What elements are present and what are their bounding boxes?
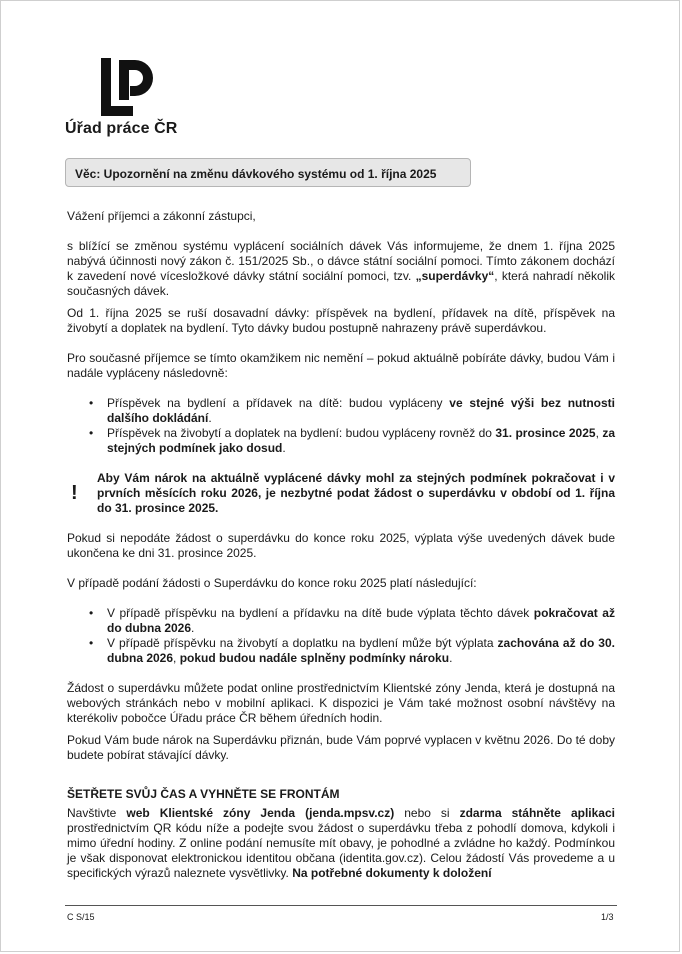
- bullet: •: [89, 606, 94, 620]
- list-item: • V případě příspěvku na živobytí a doplatku na bydlení může být výplata zachována až do 30. dubna 2026, pokud budou nadále splněny podmínky nároku.: [89, 636, 615, 665]
- organization-name: Úřad práce ČR: [65, 120, 178, 137]
- subject-box: [65, 158, 471, 187]
- bullet: •: [89, 396, 94, 410]
- greeting: Vážení příjemci a zákonní zástupci,: [67, 209, 256, 223]
- urad-prace-logo-icon: [97, 58, 159, 118]
- list-item: • V případě příspěvku na bydlení a přídavku na dítě bude výplata těchto dávek pokračovat až do dubna 2026.: [89, 606, 615, 635]
- section-heading: ŠETŘETE SVŮJ ČAS A VYHNĚTE SE FRONTÁM: [67, 787, 340, 801]
- list-current-payments: [67, 396, 615, 456]
- document-code: C S/15: [67, 912, 95, 922]
- subject-text: Věc: Upozornění na změnu dávkového systému od 1. října 2025: [75, 167, 437, 181]
- list-item: • Příspěvek na živobytí a doplatek na bydlení: budou vypláceny rovněž do 31. prosince 2025, za stejných podmínek jako dosud.: [89, 426, 616, 455]
- bullet: •: [89, 426, 94, 440]
- paragraph-online-application: Navštivte web Klientské zóny Jenda (jenda.mpsv.cz) nebo si zdarma stáhněte aplikaci prostřednictvím QR kódu níže a podejte svou žádost o superdávku třeba z pohodlí domova, kdykoli i mimo úřední hodiny. Z online podání nemusíte mít obavy, je pohodlné a zvládne ho každý. Podmínkou je však disponovat elektronickou identitou občana (identita.gov.cz). Celou žádostí Vás provedeme a u specifických výrazů naleznete vysvětlivky. Na potřebné dokumenty k doložení: [67, 806, 615, 880]
- paragraph-intro: s blížící se změnou systému vyplácení sociálních dávek Vás informujeme, že dnem 1. října 2025 nabývá účinnosti nový zákon č. 151/2025 Sb., o dávce státní sociální pomoci. Tímto zákonem dochází k zavedení nové vícesložkové dávky státní sociální pomoci, tzv. „superdávky“, která nahradí několik současných dávek.: [67, 239, 615, 298]
- list-item: • Příspěvek na bydlení a přídavek na dítě: budou vypláceny ve stejné výši bez nutnosti dalšího dokládání.: [89, 396, 616, 425]
- paragraph-no-application: Pokud si nepodáte žádost o superdávku do konce roku 2025, výplata výše uvedených dávek bude ukončena ke dni 31. prosince 2025.: [67, 531, 615, 560]
- list-continued-payments: [67, 606, 615, 666]
- page-number: 1/3: [601, 912, 614, 922]
- exclamation-icon: !: [71, 482, 78, 504]
- warning-text: Aby Vám nárok na aktuálně vyplácené dávky mohl za stejných podmínek pokračovat i v prvních měsících roku 2026, je nezbytné podat žádost o superdávku v období od 1. října do 31. prosince 2025.: [97, 471, 615, 515]
- warning-notice: [67, 471, 615, 516]
- letter-body: [67, 209, 615, 881]
- paragraph-how-to-apply: Žádost o superdávku můžete podat online prostřednictvím Klientské zóny Jenda, která je dostupná na webových stránkách nebo v mobilní aplikaci. K dispozici je Vám také možnost osobní návštěvy na kterékoliv pobočce Úřadu práce ČR během úředních hodin.: [67, 681, 615, 725]
- paragraph-abolished-benefits: Od 1. října 2025 se ruší dosavadní dávky: příspěvek na bydlení, přídavek na dítě, příspěvek na živobytí a doplatek na bydlení. Tyto dávky budou postupně nahrazeny právě superdávkou.: [67, 306, 615, 335]
- paragraph-first-payment: Pokud Vám bude nárok na Superdávku přiznán, bude Vám poprvé vyplacen v květnu 2026. Do té doby budete pobírat stávající dávky.: [67, 733, 615, 762]
- paragraph-application-conditions: V případě podání žádosti o Superdávku do konce roku 2025 platí následující:: [67, 576, 477, 590]
- paragraph-current-recipients: Pro současné příjemce se tímto okamžikem nic nemění – pokud aktuálně pobíráte dávky, budou Vám i nadále vypláceny následovně:: [67, 351, 615, 380]
- bullet: •: [89, 636, 94, 650]
- footer-divider: [65, 905, 617, 906]
